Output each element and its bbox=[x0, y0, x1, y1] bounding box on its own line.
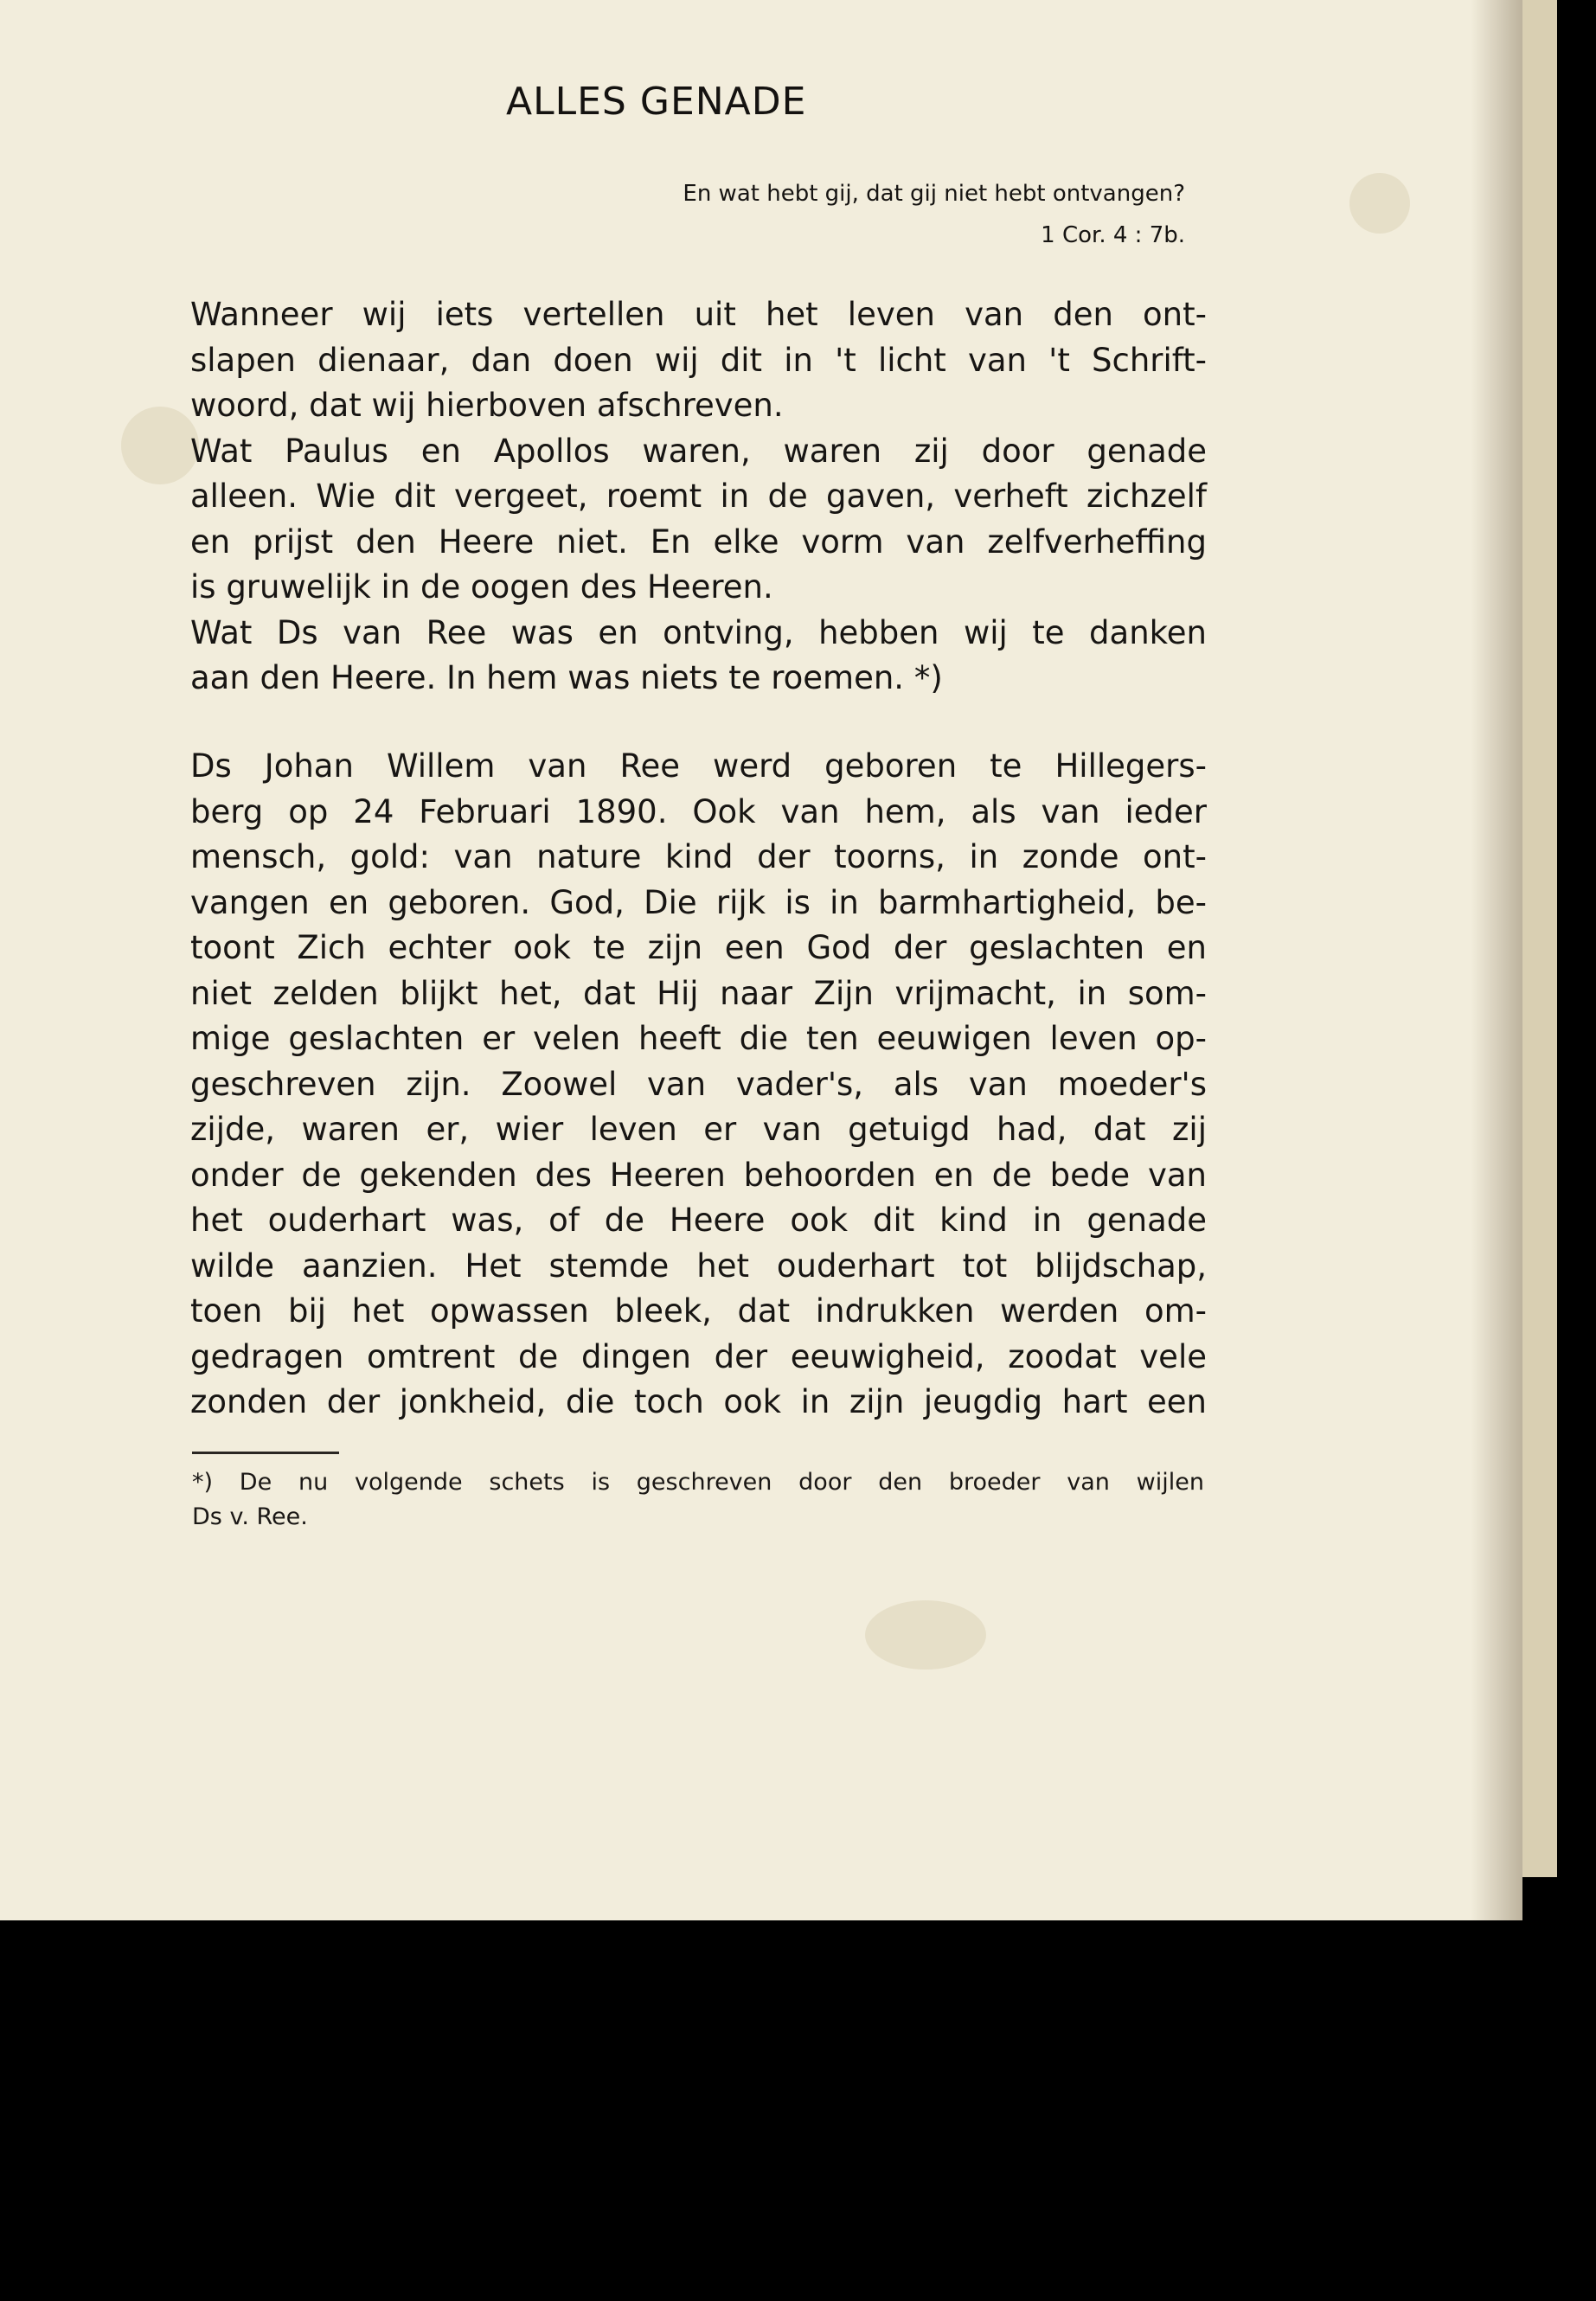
text-line: toont Zich echter ook te zijn een God der geslachten en bbox=[190, 929, 1207, 966]
text-line: wilde aanzien. Het stemde het ouderhart tot blijdschap, bbox=[190, 1247, 1207, 1285]
text-line: woord, dat wij hierboven afschreven. bbox=[190, 387, 784, 424]
text-line: slapen dienaar, dan doen wij dit in 't licht van 't Schrift- bbox=[190, 341, 1207, 379]
text-line: alleen. Wie dit vergeet, roemt in de gaven, verheft zichzelf bbox=[190, 478, 1207, 515]
text-line: niet zelden blijkt het, dat Hij naar Zijn vrijmacht, in som- bbox=[190, 974, 1207, 1012]
footnote-line: Ds v. Ree. bbox=[192, 1503, 308, 1530]
text-line: en prijst den Heere niet. En elke vorm van zelfverheffing bbox=[190, 522, 1207, 561]
text-line: berg op 24 Februari 1890. Ook van hem, als van ieder bbox=[190, 792, 1207, 830]
text-line: aan den Heere. In hem was niets te roemen. *) bbox=[190, 659, 943, 696]
text-line: het ouderhart was, of de Heere ook dit kind in genade bbox=[190, 1202, 1207, 1239]
text-line: onder de gekenden des Heeren behoorden en de bede van bbox=[190, 1156, 1207, 1194]
text-line: Ds Johan Willem van Ree werd geboren te Hillegers- bbox=[190, 747, 1207, 785]
text-line: vangen en geboren. God, Die rijk is in barmhartigheid, be- bbox=[190, 883, 1207, 921]
adjacent-page-edge bbox=[1522, 0, 1557, 1877]
text-line: mensch, gold: van nature kind der toorns, in zonde ont- bbox=[190, 838, 1207, 875]
text-line: Wanneer wij iets vertellen uit het leven van den ont- bbox=[190, 296, 1207, 333]
paper-stain bbox=[865, 1600, 986, 1670]
text-line: Wat Paulus en Apollos waren, waren zij door genade bbox=[190, 432, 1207, 470]
intro-paragraphs bbox=[190, 292, 1207, 702]
paper-stain bbox=[121, 407, 199, 484]
paper-stain bbox=[1349, 173, 1410, 234]
epigraph-quote: En wat hebt gij, dat gij niet hebt ontvangen? bbox=[683, 181, 1185, 207]
footnote bbox=[192, 1465, 1204, 1535]
text-line: gedragen omtrent de dingen der eeuwigheid, zoodat vele bbox=[190, 1337, 1207, 1375]
text-line: zonden der jonkheid, die toch ook in zijn jeugdig hart een bbox=[190, 1383, 1207, 1420]
text-line: zijde, waren er, wier leven er van getuigd had, dat zij bbox=[190, 1111, 1207, 1148]
footnote-divider bbox=[192, 1452, 339, 1454]
epigraph bbox=[683, 173, 1185, 256]
text-line: toen bij het opwassen bleek, dat indrukken werden om- bbox=[190, 1292, 1207, 1330]
text-line: Wat Ds van Ree was en ontving, hebben wij te danken bbox=[190, 613, 1207, 651]
epigraph-reference: 1 Cor. 4 : 7b. bbox=[1041, 222, 1185, 248]
biography-paragraph bbox=[190, 744, 1207, 1426]
page-title: ALLES GENADE bbox=[506, 80, 807, 124]
footnote-line: *) De nu volgende schets is geschreven door den broeder van wijlen bbox=[192, 1469, 1204, 1496]
text-line: geschreven zijn. Zoowel van vader's, als van moeder's bbox=[190, 1065, 1207, 1103]
text-line: is gruwelijk in de oogen des Heeren. bbox=[190, 568, 773, 606]
text-line: mige geslachten er velen heeft die ten eeuwigen leven op- bbox=[190, 1020, 1207, 1057]
page-gutter-shadow bbox=[1471, 0, 1522, 1920]
